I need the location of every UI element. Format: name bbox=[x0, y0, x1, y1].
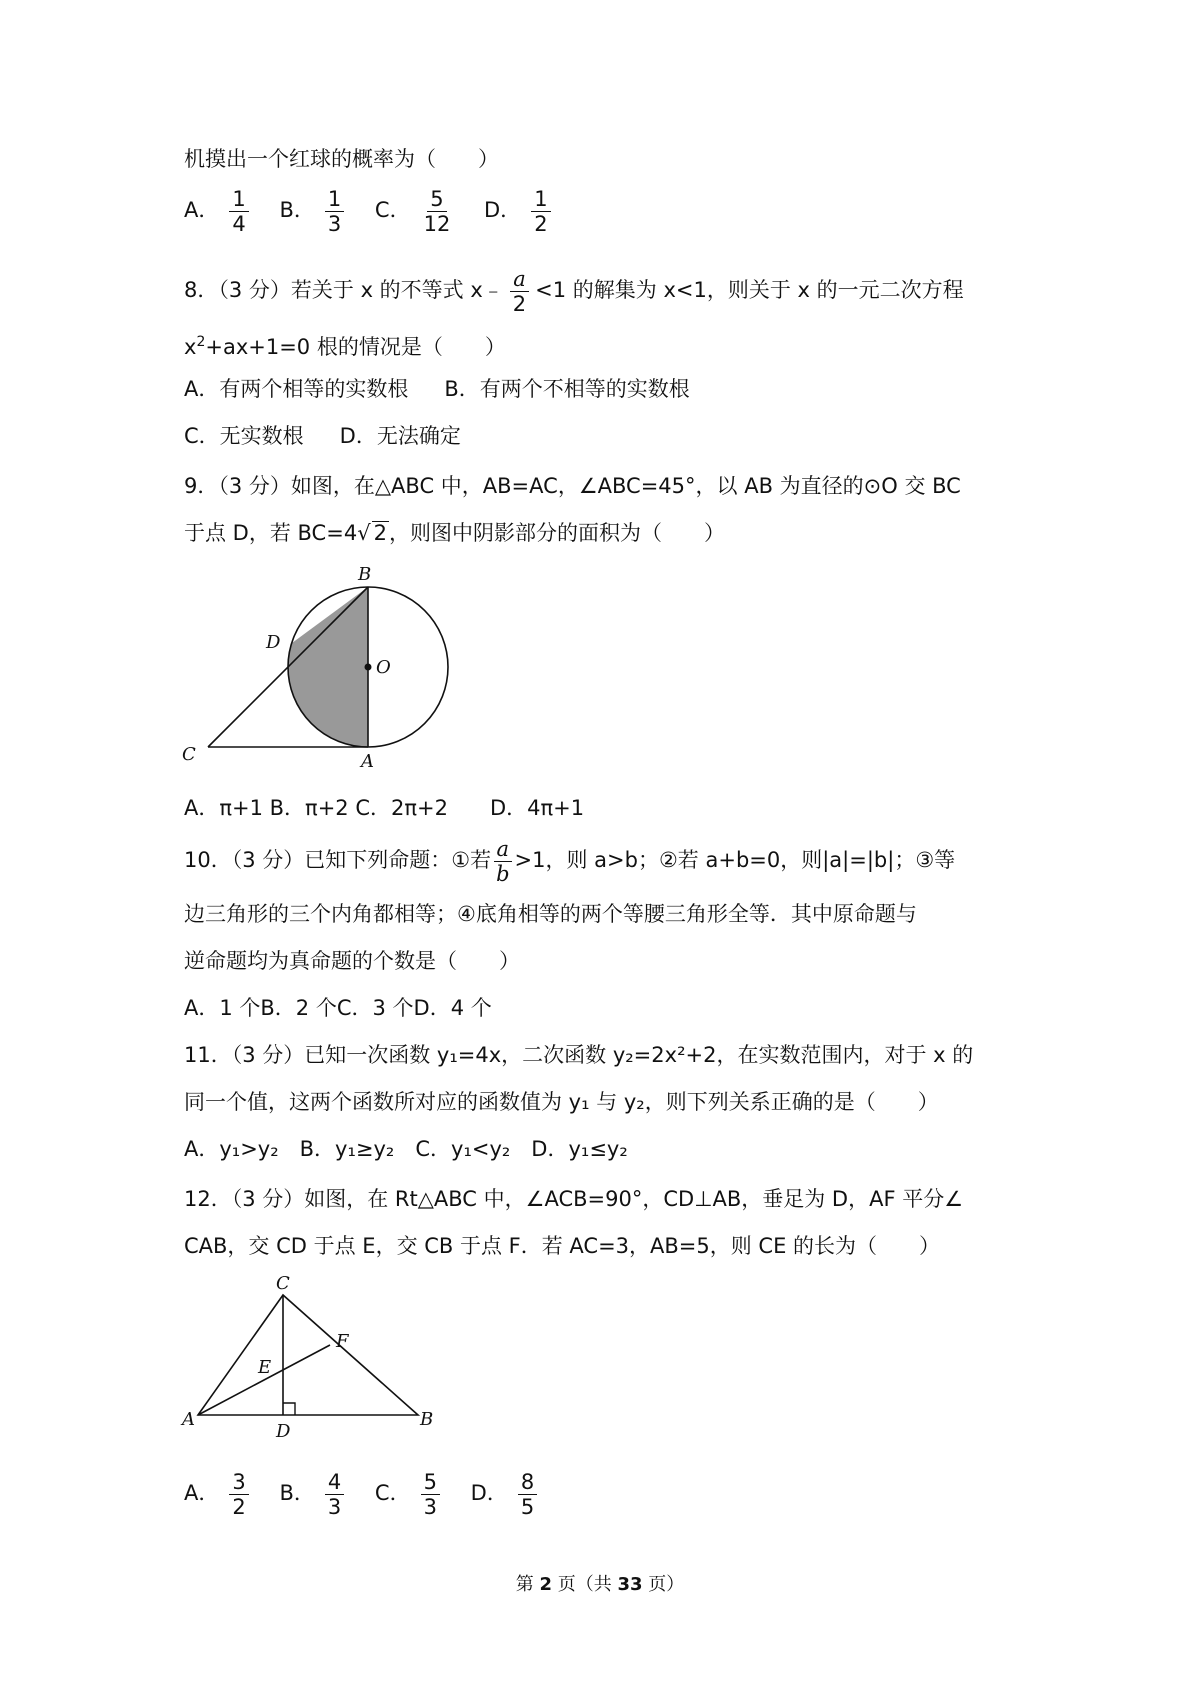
q8-stem-line2: $x^2+ax+1=0$ 根的情况是（ ） bbox=[184, 334, 506, 359]
q9-options[interactable]: A．π+1 B．π+2 C．2π+2 D．4π+1 bbox=[184, 796, 585, 820]
q7-option-c[interactable]: C． $\frac{5}{12}$ bbox=[374, 186, 451, 236]
q7-option-b[interactable]: B． $\frac{1}{3}$ bbox=[279, 182, 350, 238]
page-footer: 第 2 页（共 33 页） bbox=[515, 1574, 685, 1595]
q8-options-row1 bbox=[184, 374, 708, 404]
q9-label-c: C bbox=[182, 744, 196, 765]
q9-figure bbox=[180, 560, 460, 770]
q12-label-f: F bbox=[336, 1331, 349, 1352]
q11-stem-line1: 11．（3 分）已知一次函数 y₁=4x，二次函数 y₂=2x²+2，在实数范围内，对于 x 的 bbox=[184, 1043, 974, 1067]
q12-option-b[interactable]: B． $\frac{4}{3}$ bbox=[279, 1465, 350, 1521]
q9-label-b: B bbox=[358, 564, 372, 585]
q12-option-a[interactable]: A． $\frac{3}{2}$ bbox=[184, 1465, 255, 1521]
q8-option-b[interactable]: B．有两个不相等的实数根 bbox=[444, 377, 690, 401]
q12-options bbox=[184, 1465, 561, 1521]
q12-stem-line2: CAB，交 CD 于点 E，交 CB 于点 F．若 AC=3，AB=5，则 CE 的长为（ ） bbox=[184, 1234, 941, 1258]
page-total: 33 bbox=[617, 1574, 643, 1595]
q8-option-a[interactable]: A．有两个相等的实数根 bbox=[184, 377, 409, 401]
q11-options[interactable]: A．y₁>y₂ B．y₁≥y₂ C．y₁<y₂ D．y₁≤y₂ bbox=[184, 1137, 628, 1161]
q10-options[interactable]: A．1 个B．2 个C．3 个D．4 个 bbox=[184, 996, 492, 1020]
q12-bisector-af bbox=[198, 1345, 330, 1415]
q12-label-b: B bbox=[420, 1409, 434, 1430]
page-number: 2 bbox=[539, 1574, 552, 1595]
q9-stem-line2: 于点 D，若 BC=4√ 2，则图中阴影部分的面积为（ ） bbox=[184, 521, 725, 545]
q12-figure bbox=[180, 1275, 440, 1455]
q8-options-row2 bbox=[184, 421, 479, 451]
q9-label-o: O bbox=[376, 657, 391, 678]
q9-center-dot bbox=[365, 664, 372, 671]
q12-option-d[interactable]: D． $\frac{8}{5}$ bbox=[471, 1465, 544, 1521]
q12-label-e: E bbox=[258, 1357, 272, 1378]
q10-stem-line2: 边三角形的三个内角都相等；④底角相等的两个等腰三角形全等．其中原命题与 bbox=[184, 902, 917, 926]
q10-stem-line1: 10．（3 分）已知下列命题：①若 $\frac{a}{b}$ >1，则 a>b；②若 a+b=0，则|a|=|b|；③等 bbox=[184, 836, 956, 886]
q12-stem-line1: 12．（3 分）如图，在 Rt△ABC 中，∠ACB=90°，CD⊥AB，垂足为 D，AF 平分∠ bbox=[184, 1187, 964, 1211]
q11-stem-line2: 同一个值，这两个函数所对应的函数值为 y₁ 与 y₂，则下列关系正确的是（ ） bbox=[184, 1090, 939, 1114]
q8-option-d[interactable]: D．无法确定 bbox=[339, 424, 461, 448]
q12-label-d: D bbox=[276, 1421, 291, 1442]
q7-option-d[interactable]: D． $\frac{1}{2}$ bbox=[484, 182, 557, 238]
q12-right-angle-mark bbox=[283, 1403, 295, 1415]
q7-stem-continued: 机摸出一个红球的概率为（ ） bbox=[184, 147, 499, 171]
q9-label-d: D bbox=[266, 632, 281, 653]
q12-option-c[interactable]: C． $\frac{5}{3}$ bbox=[375, 1465, 446, 1521]
q9-label-a: A bbox=[361, 751, 374, 770]
q12-label-c: C bbox=[276, 1275, 290, 1294]
q10-stem-line3: 逆命题均为真命题的个数是（ ） bbox=[184, 949, 520, 973]
q9-stem-line1: 9．（3 分）如图，在△ABC 中，AB=AC，∠ABC=45°，以 AB 为直径的⊙O 交 BC bbox=[184, 474, 961, 498]
q12-label-a: A bbox=[182, 1409, 195, 1430]
q8-stem-line1: 8．（3 分）若关于 x 的不等式 x﹣ $\frac{a}{2}$ <1 的解集为 x<1，则关于 x 的一元二次方程 bbox=[184, 266, 964, 316]
q9-shaded-region bbox=[288, 587, 368, 747]
q7-options bbox=[184, 182, 575, 238]
q8-option-c[interactable]: C．无实数根 bbox=[184, 424, 304, 448]
q7-option-a[interactable]: A． $\frac{1}{4}$ bbox=[184, 182, 255, 238]
